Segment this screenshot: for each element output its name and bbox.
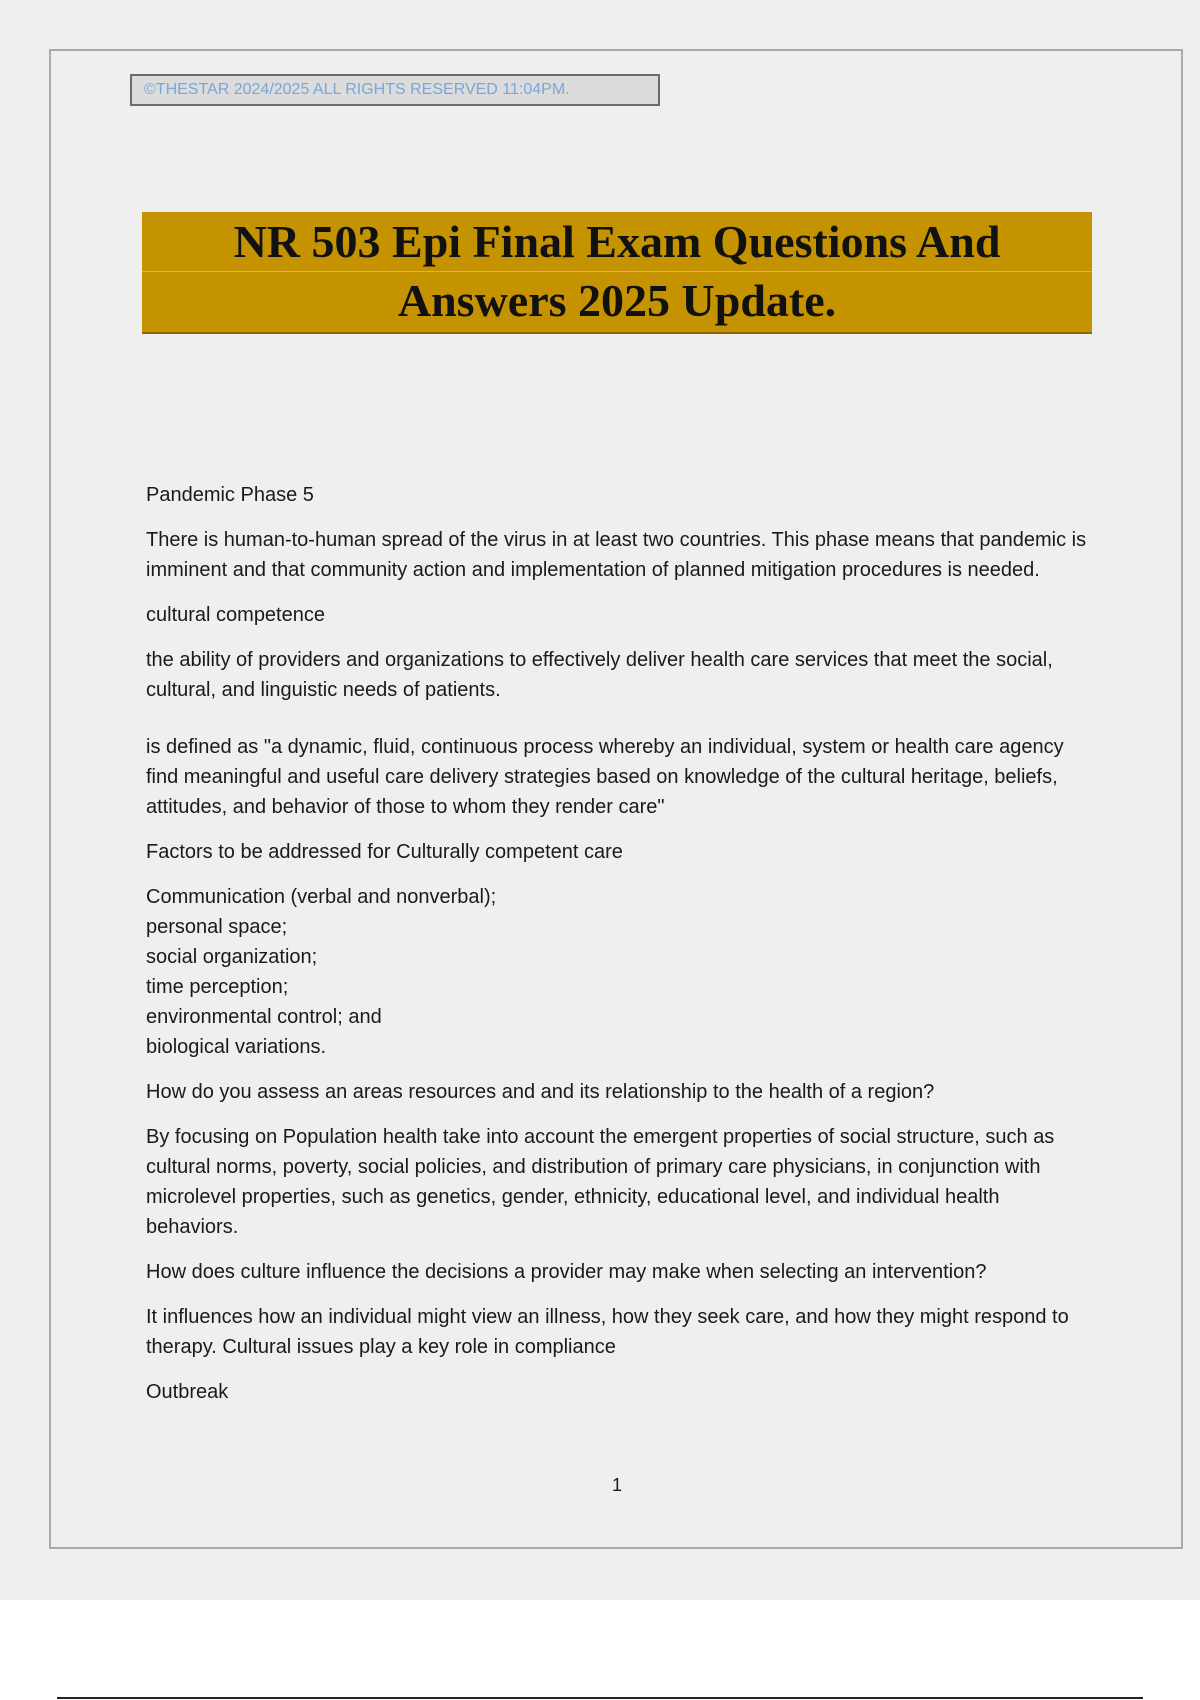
answer-area-resources: By focusing on Population health take into account the emergent properties of social structure, such as cultural norms, poverty, social policies, and distribution of primary care physicians, in conjunction with microlevel properties, such as genetics, gender, ethnicity, educational level, and individual health behaviors.: [146, 1126, 1055, 1238]
list-item: social organization;: [146, 946, 318, 968]
factors-list: [146, 882, 1096, 1062]
title-line-2: Answers 2025 Update.: [397, 275, 837, 326]
list-item: Communication (verbal and nonverbal);: [146, 886, 497, 908]
answer-culture-influence: It influences how an individual might view an illness, how they seek care, and how they might respond to therapy. Cultural issues play a key role in compliance: [146, 1306, 1069, 1358]
question-culture-influence: How does culture influence the decisions a provider may make when selecting an intervention?: [146, 1261, 987, 1283]
definition-cultural-competence-extended: is defined as "a dynamic, fluid, continuous process whereby an individual, system or health care agency find meaningful and useful care delivery strategies based on knowledge of the cultural heritage, beliefs, attitudes, and behavior of those to whom they render care": [146, 736, 1064, 818]
definition-pandemic-phase-5: There is human-to-human spread of the virus in at least two countries. This phase means that pandemic is imminent and that community action and implementation of planned mitigation procedures is needed.: [146, 529, 1087, 581]
copyright-notice: ©THESTAR 2024/2025 ALL RIGHTS RESERVED 11:04PM.: [130, 74, 660, 106]
term-pandemic-phase-5: Pandemic Phase 5: [146, 484, 314, 506]
list-item: personal space;: [146, 916, 288, 938]
question-area-resources: How do you assess an areas resources and and its relationship to the health of a region?: [146, 1081, 935, 1103]
term-outbreak: Outbreak: [146, 1381, 229, 1403]
term-cultural-competence: cultural competence: [146, 604, 325, 626]
list-item: biological variations.: [146, 1036, 327, 1058]
title-banner: [142, 212, 1092, 334]
page-number: 1: [611, 1475, 622, 1495]
document-body: [146, 480, 1096, 1422]
definition-cultural-competence: the ability of providers and organizations to effectively deliver health care services that meet the social, cultural, and linguistic needs of patients.: [146, 649, 1053, 701]
list-item: environmental control; and: [146, 1006, 382, 1028]
term-culturally-competent-factors: Factors to be addressed for Culturally competent care: [146, 841, 623, 863]
list-item: time perception;: [146, 976, 289, 998]
title-line-1: NR 503 Epi Final Exam Questions And: [233, 216, 1001, 267]
document-title: [142, 212, 1092, 330]
bottom-rule: [57, 1697, 1143, 1699]
